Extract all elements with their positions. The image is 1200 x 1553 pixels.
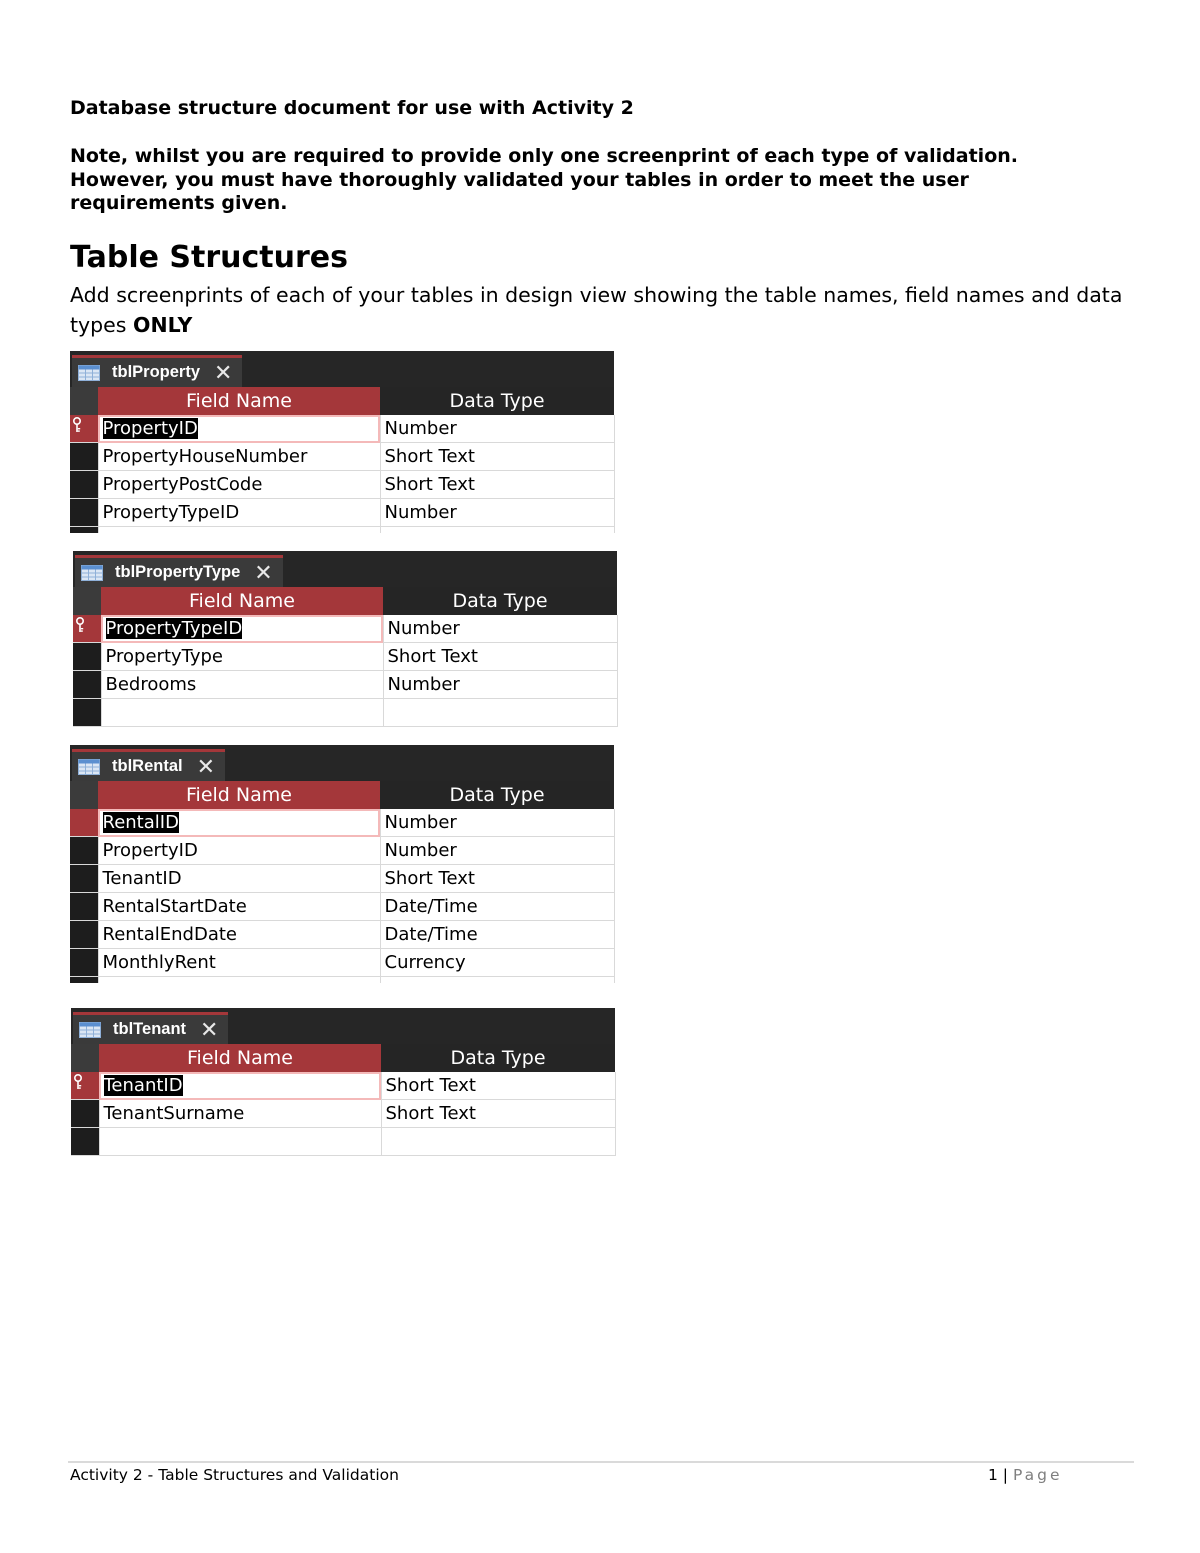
table-row[interactable] [70, 949, 614, 977]
page-number-value: 1 [988, 1466, 998, 1484]
close-icon[interactable]: ✕ [196, 753, 216, 779]
grid-corner[interactable] [71, 1044, 99, 1072]
data-type-cell[interactable]: Number [380, 499, 614, 527]
design-grid [73, 587, 618, 727]
row-selector[interactable] [70, 499, 98, 527]
field-name-cell[interactable]: TenantID [98, 865, 380, 893]
row-selector[interactable] [71, 1072, 99, 1100]
grid-corner[interactable] [73, 587, 101, 615]
table-row[interactable] [70, 471, 614, 499]
row-selector[interactable] [71, 1128, 99, 1156]
table-row-partial [70, 977, 614, 984]
field-name-cell[interactable]: RentalID [98, 809, 380, 837]
table-row[interactable] [73, 615, 617, 643]
note-line-1: Note, whilst you are required to provide only one screenprint of each type of validation. [70, 145, 1018, 167]
field-name-cell[interactable]: PropertyPostCode [98, 471, 380, 499]
row-selector[interactable] [70, 893, 98, 921]
table-row[interactable] [71, 1100, 615, 1128]
grid-corner[interactable] [70, 781, 98, 809]
note-line-3: requirements given. [70, 192, 288, 214]
key-icon [73, 1074, 83, 1090]
table-row-partial [70, 527, 614, 534]
footer-divider [68, 1461, 1134, 1463]
row-selector[interactable] [70, 865, 98, 893]
table-icon [78, 365, 100, 381]
field-name-header: Field Name [101, 587, 383, 615]
close-icon[interactable]: ✕ [254, 559, 273, 585]
row-selector[interactable] [73, 671, 101, 699]
data-type-cell[interactable]: Number [380, 809, 614, 837]
data-type-cell[interactable] [383, 699, 617, 727]
table-row-empty[interactable] [71, 1128, 615, 1156]
data-type-header: Data Type [381, 1044, 615, 1072]
row-selector[interactable] [73, 643, 101, 671]
key-icon [72, 417, 82, 433]
table-design-view-tblrental [70, 745, 614, 983]
table-design-view-tblproperty [70, 351, 614, 533]
data-type-cell[interactable]: Short Text [383, 643, 617, 671]
data-type-header: Data Type [383, 587, 617, 615]
design-grid [70, 781, 615, 983]
table-icon [81, 565, 103, 581]
table-tab-label: tblRental [112, 757, 183, 775]
validation-note [70, 145, 1150, 216]
table-row[interactable] [70, 499, 614, 527]
key-icon [75, 617, 85, 633]
table-tab[interactable] [73, 1012, 228, 1044]
instruction-body: Add screenprints of each of your tables in design view showing the table names, field names and data types [70, 283, 1123, 337]
field-name-cell[interactable] [101, 699, 383, 727]
table-tab-label: tblTenant [113, 1020, 187, 1038]
table-row[interactable] [73, 643, 617, 671]
table-tab[interactable] [72, 355, 242, 387]
row-selector[interactable] [73, 699, 101, 727]
data-type-cell[interactable]: Short Text [381, 1100, 615, 1128]
page-number [988, 1466, 1062, 1484]
field-name-cell[interactable]: PropertyHouseNumber [98, 443, 380, 471]
table-row-empty[interactable] [73, 699, 617, 727]
field-name-cell[interactable]: RentalStartDate [98, 893, 380, 921]
field-name-cell[interactable]: PropertyID [98, 837, 380, 865]
page-label: Page [1012, 1466, 1063, 1484]
table-tab-label: tblProperty [112, 363, 201, 381]
table-icon [79, 1022, 101, 1038]
table-tab-label: tblPropertyType [115, 563, 241, 581]
field-name-header: Field Name [99, 1044, 381, 1072]
data-type-cell[interactable]: Number [380, 837, 614, 865]
field-name-cell[interactable]: PropertyType [101, 643, 383, 671]
field-name-header: Field Name [98, 781, 380, 809]
data-type-cell[interactable]: Number [383, 615, 617, 643]
tab-bar [70, 745, 614, 781]
table-row[interactable] [70, 415, 614, 443]
field-name-cell[interactable]: TenantSurname [99, 1100, 381, 1128]
data-type-cell[interactable]: Number [380, 415, 614, 443]
grid-corner[interactable] [70, 387, 98, 415]
data-type-cell[interactable]: Currency [380, 949, 614, 977]
row-selector[interactable] [70, 471, 98, 499]
table-row[interactable] [70, 809, 614, 837]
footer-title: Activity 2 - Table Structures and Validation [70, 1466, 399, 1484]
table-row[interactable] [70, 443, 614, 471]
data-type-cell[interactable]: Short Text [380, 471, 614, 499]
field-name-cell[interactable]: PropertyTypeID [101, 615, 383, 643]
data-type-cell[interactable]: Short Text [380, 443, 614, 471]
data-type-header: Data Type [380, 387, 614, 415]
note-line-2: However, you must have thoroughly validated your tables in order to meet the user [70, 168, 969, 191]
field-name-cell[interactable]: MonthlyRent [98, 949, 380, 977]
close-icon[interactable]: ✕ [214, 359, 233, 385]
row-selector[interactable] [70, 443, 98, 471]
data-type-header: Data Type [380, 781, 614, 809]
design-grid [71, 1044, 616, 1156]
row-selector[interactable] [70, 921, 98, 949]
data-type-cell[interactable]: Short Text [381, 1072, 615, 1100]
section-title: Table Structures [70, 240, 348, 275]
field-name-cell[interactable]: PropertyID [98, 415, 380, 443]
table-tab[interactable] [75, 555, 283, 587]
row-selector[interactable] [70, 415, 98, 443]
row-selector[interactable] [70, 837, 98, 865]
field-name-header: Field Name [98, 387, 380, 415]
tab-bar [71, 1008, 615, 1044]
design-grid [70, 387, 615, 533]
table-icon [78, 759, 100, 775]
table-row[interactable] [73, 671, 617, 699]
row-selector[interactable] [70, 809, 98, 837]
data-type-cell[interactable]: Number [383, 671, 617, 699]
table-design-view-tblpropertytype [73, 551, 617, 727]
field-name-cell[interactable]: Bedrooms [101, 671, 383, 699]
page-separator: | [997, 1466, 1013, 1484]
document-heading: Database structure document for use with Activity 2 [70, 97, 634, 119]
tab-bar [70, 351, 614, 387]
table-tab[interactable] [72, 749, 225, 781]
table-design-view-tbltenant [71, 1008, 615, 1156]
table-row[interactable] [70, 837, 614, 865]
data-type-cell[interactable]: Date/Time [380, 921, 614, 949]
data-type-cell[interactable] [381, 1128, 615, 1156]
table-row[interactable] [70, 921, 614, 949]
row-selector[interactable] [70, 949, 98, 977]
data-type-cell[interactable]: Short Text [380, 865, 614, 893]
row-selector[interactable] [73, 615, 101, 643]
field-name-cell[interactable]: TenantID [99, 1072, 381, 1100]
close-icon[interactable]: ✕ [200, 1016, 219, 1042]
row-selector[interactable] [71, 1100, 99, 1128]
table-row[interactable] [70, 893, 614, 921]
table-row[interactable] [71, 1072, 615, 1100]
instruction-text [70, 280, 1160, 340]
field-name-cell[interactable]: RentalEndDate [98, 921, 380, 949]
data-type-cell[interactable]: Date/Time [380, 893, 614, 921]
tab-bar [73, 551, 617, 587]
field-name-cell[interactable]: PropertyTypeID [98, 499, 380, 527]
table-row[interactable] [70, 865, 614, 893]
instruction-emphasis: ONLY [133, 313, 193, 337]
field-name-cell[interactable] [99, 1128, 381, 1156]
